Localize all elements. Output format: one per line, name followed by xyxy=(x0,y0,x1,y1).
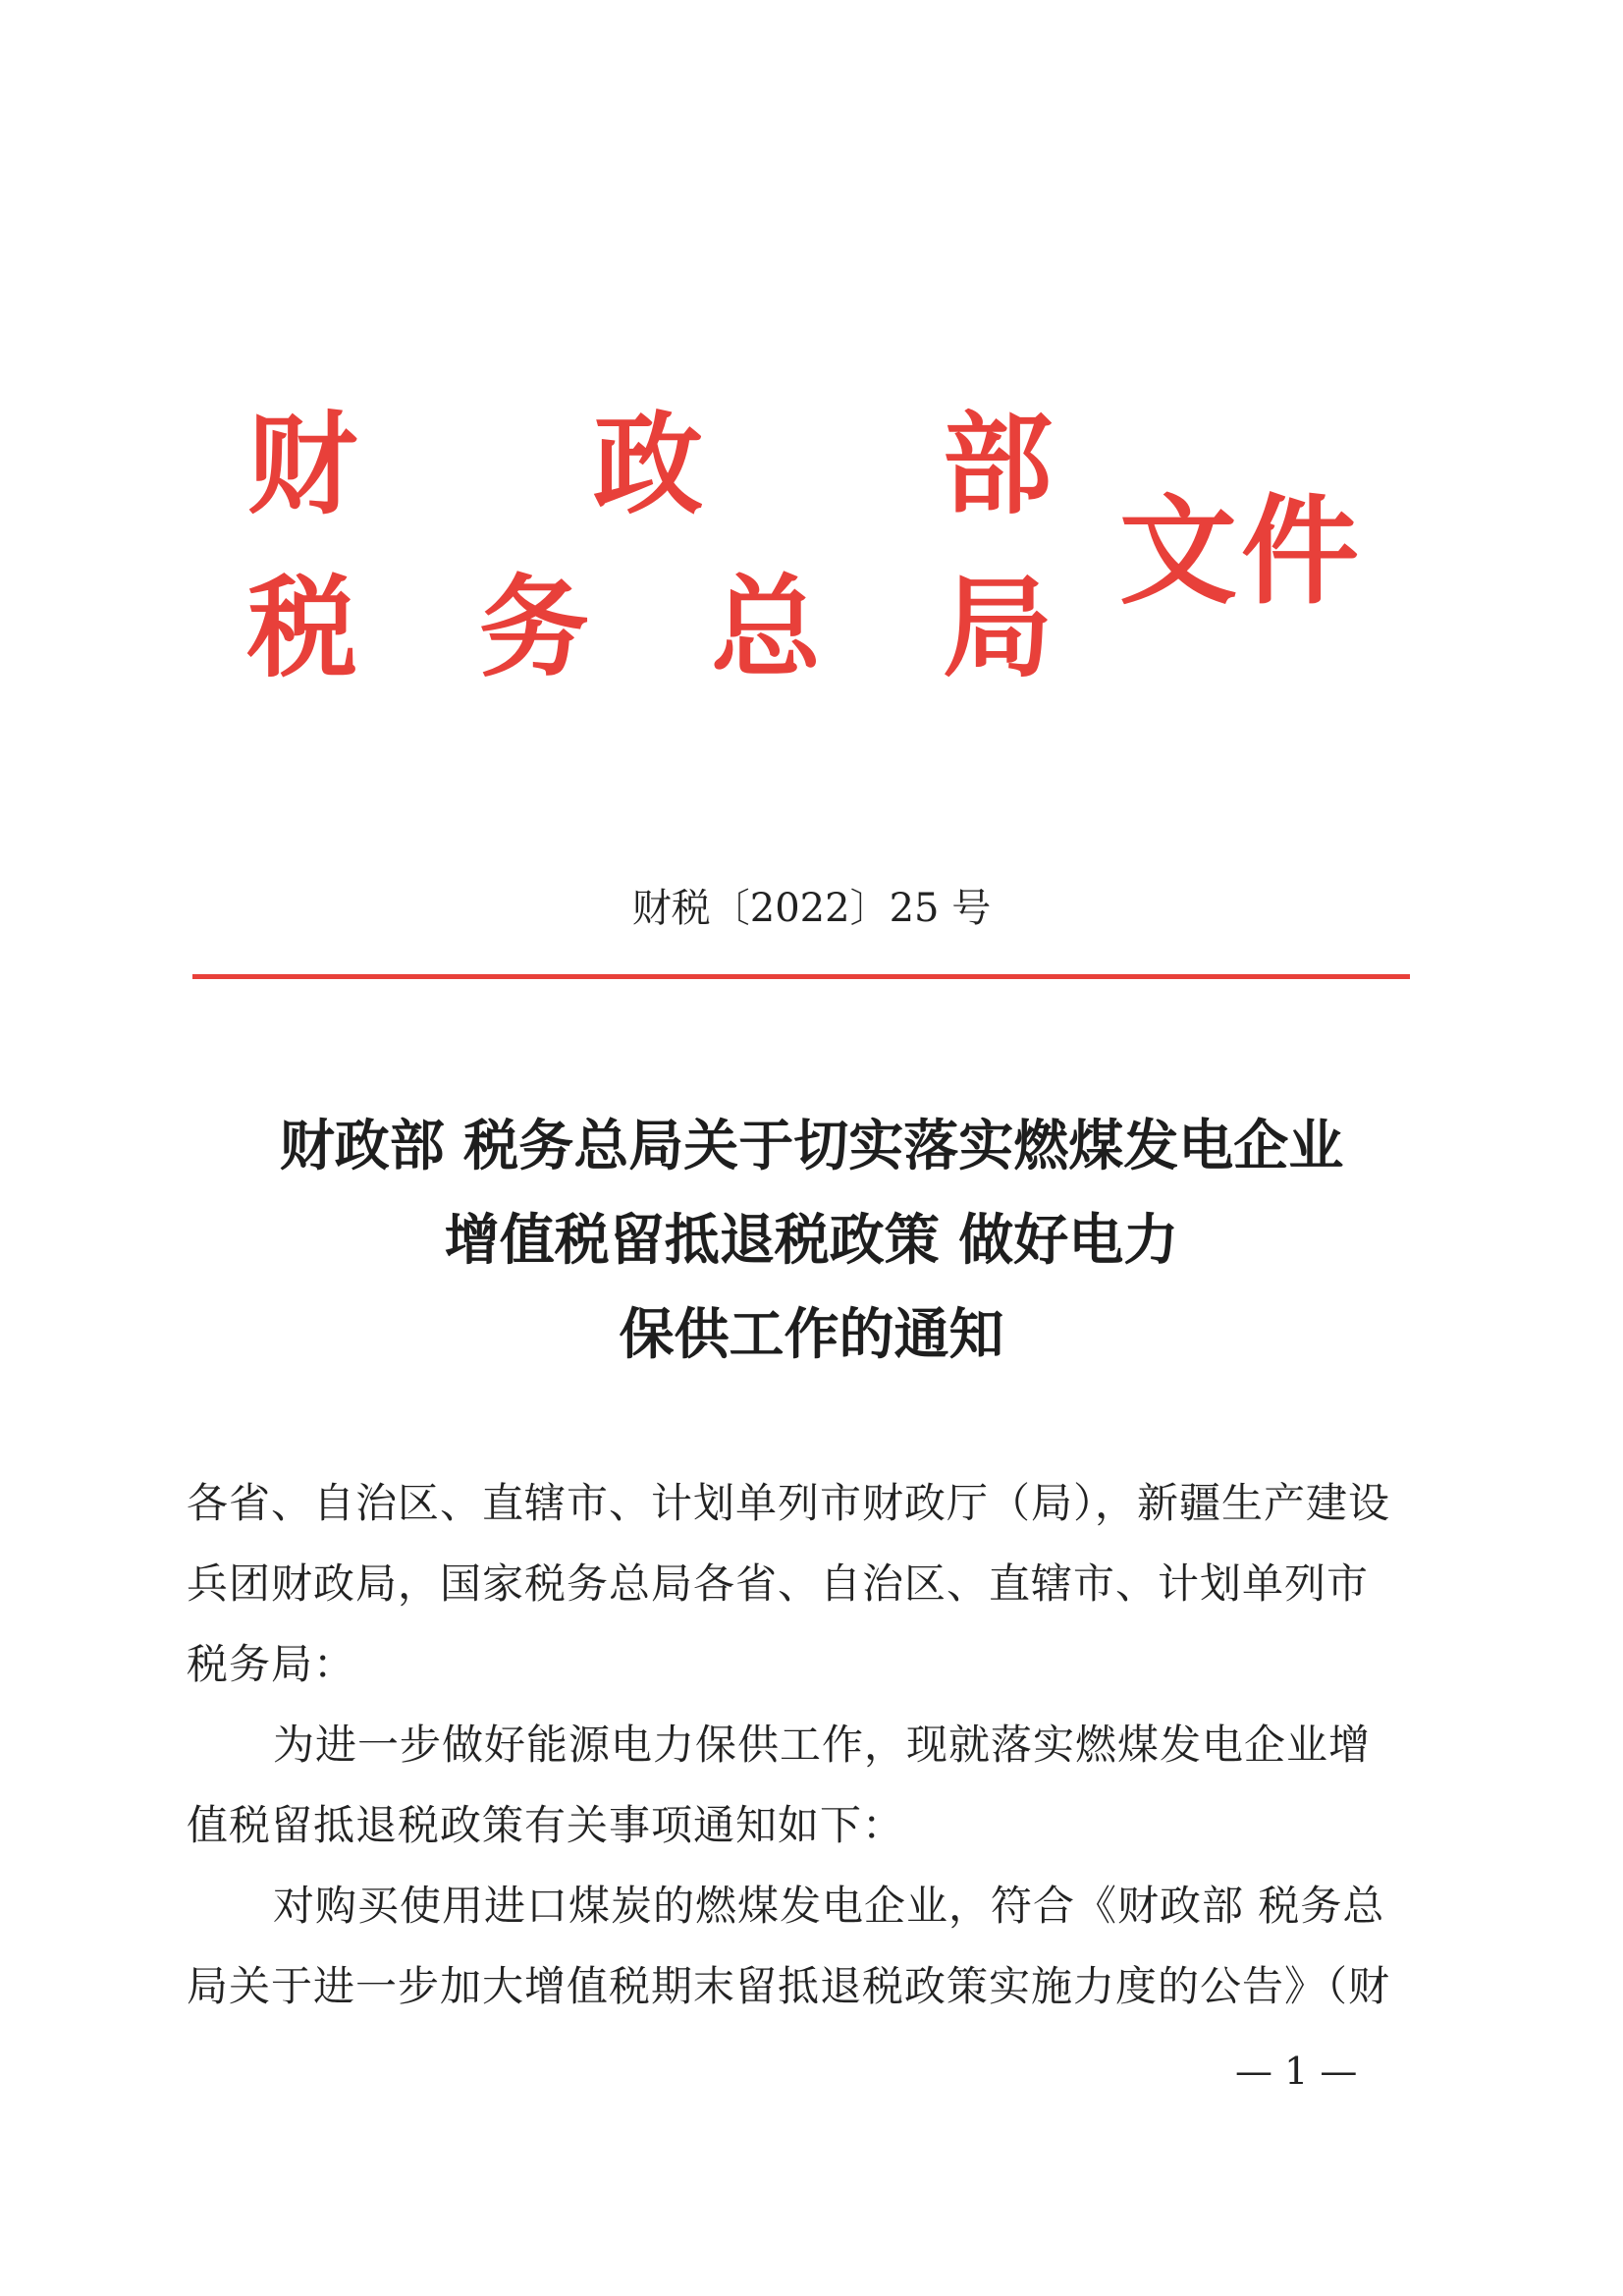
addressee-line: 兵团财政局，国家税务总局各省、自治区、直辖市、计划单列市 xyxy=(187,1559,1370,1608)
letterhead-char-wu: 务 xyxy=(479,564,589,692)
addressee-line: 税务局： xyxy=(187,1640,356,1688)
paragraph-line: 值税留抵退税政策有关事项通知如下： xyxy=(187,1801,905,1849)
letterhead-char-shui: 税 xyxy=(247,564,357,692)
title-line-2: 增值税留抵退税政策 做好电力 xyxy=(444,1209,1179,1273)
letterhead-char-zong: 总 xyxy=(711,564,821,692)
red-divider xyxy=(192,974,1410,979)
title-line-1: 财政部 税务总局关于切实落实燃煤发电企业 xyxy=(279,1115,1344,1178)
letterhead-suffix: 文件 xyxy=(1119,482,1363,621)
letterhead-char-cai: 财 xyxy=(247,401,357,529)
paragraph-line: 对购买使用进口煤炭的燃煤发电企业，符合《财政部 税务总 xyxy=(273,1882,1385,1930)
document-number: 财税〔2022〕25 号 xyxy=(631,886,992,931)
paragraph-line: 局关于进一步加大增值税期末留抵退税政策实施力度的公告》（财 xyxy=(187,1962,1391,2010)
letterhead-char-ju: 局 xyxy=(943,564,1053,692)
document-body xyxy=(187,1463,1414,2027)
paragraph-line: 为进一步做好能源电力保供工作，现就落实燃煤发电企业增 xyxy=(273,1721,1372,1769)
page-number: — 1 — xyxy=(1235,2050,1358,2093)
addressee-line: 各省、自治区、直辖市、计划单列市财政厅（局），新疆生产建设 xyxy=(187,1479,1391,1527)
letterhead-char-zheng: 政 xyxy=(593,401,703,529)
document-title xyxy=(0,1100,1623,1383)
title-line-3: 保供工作的通知 xyxy=(619,1303,1004,1367)
letterhead-char-bu: 部 xyxy=(943,401,1053,529)
